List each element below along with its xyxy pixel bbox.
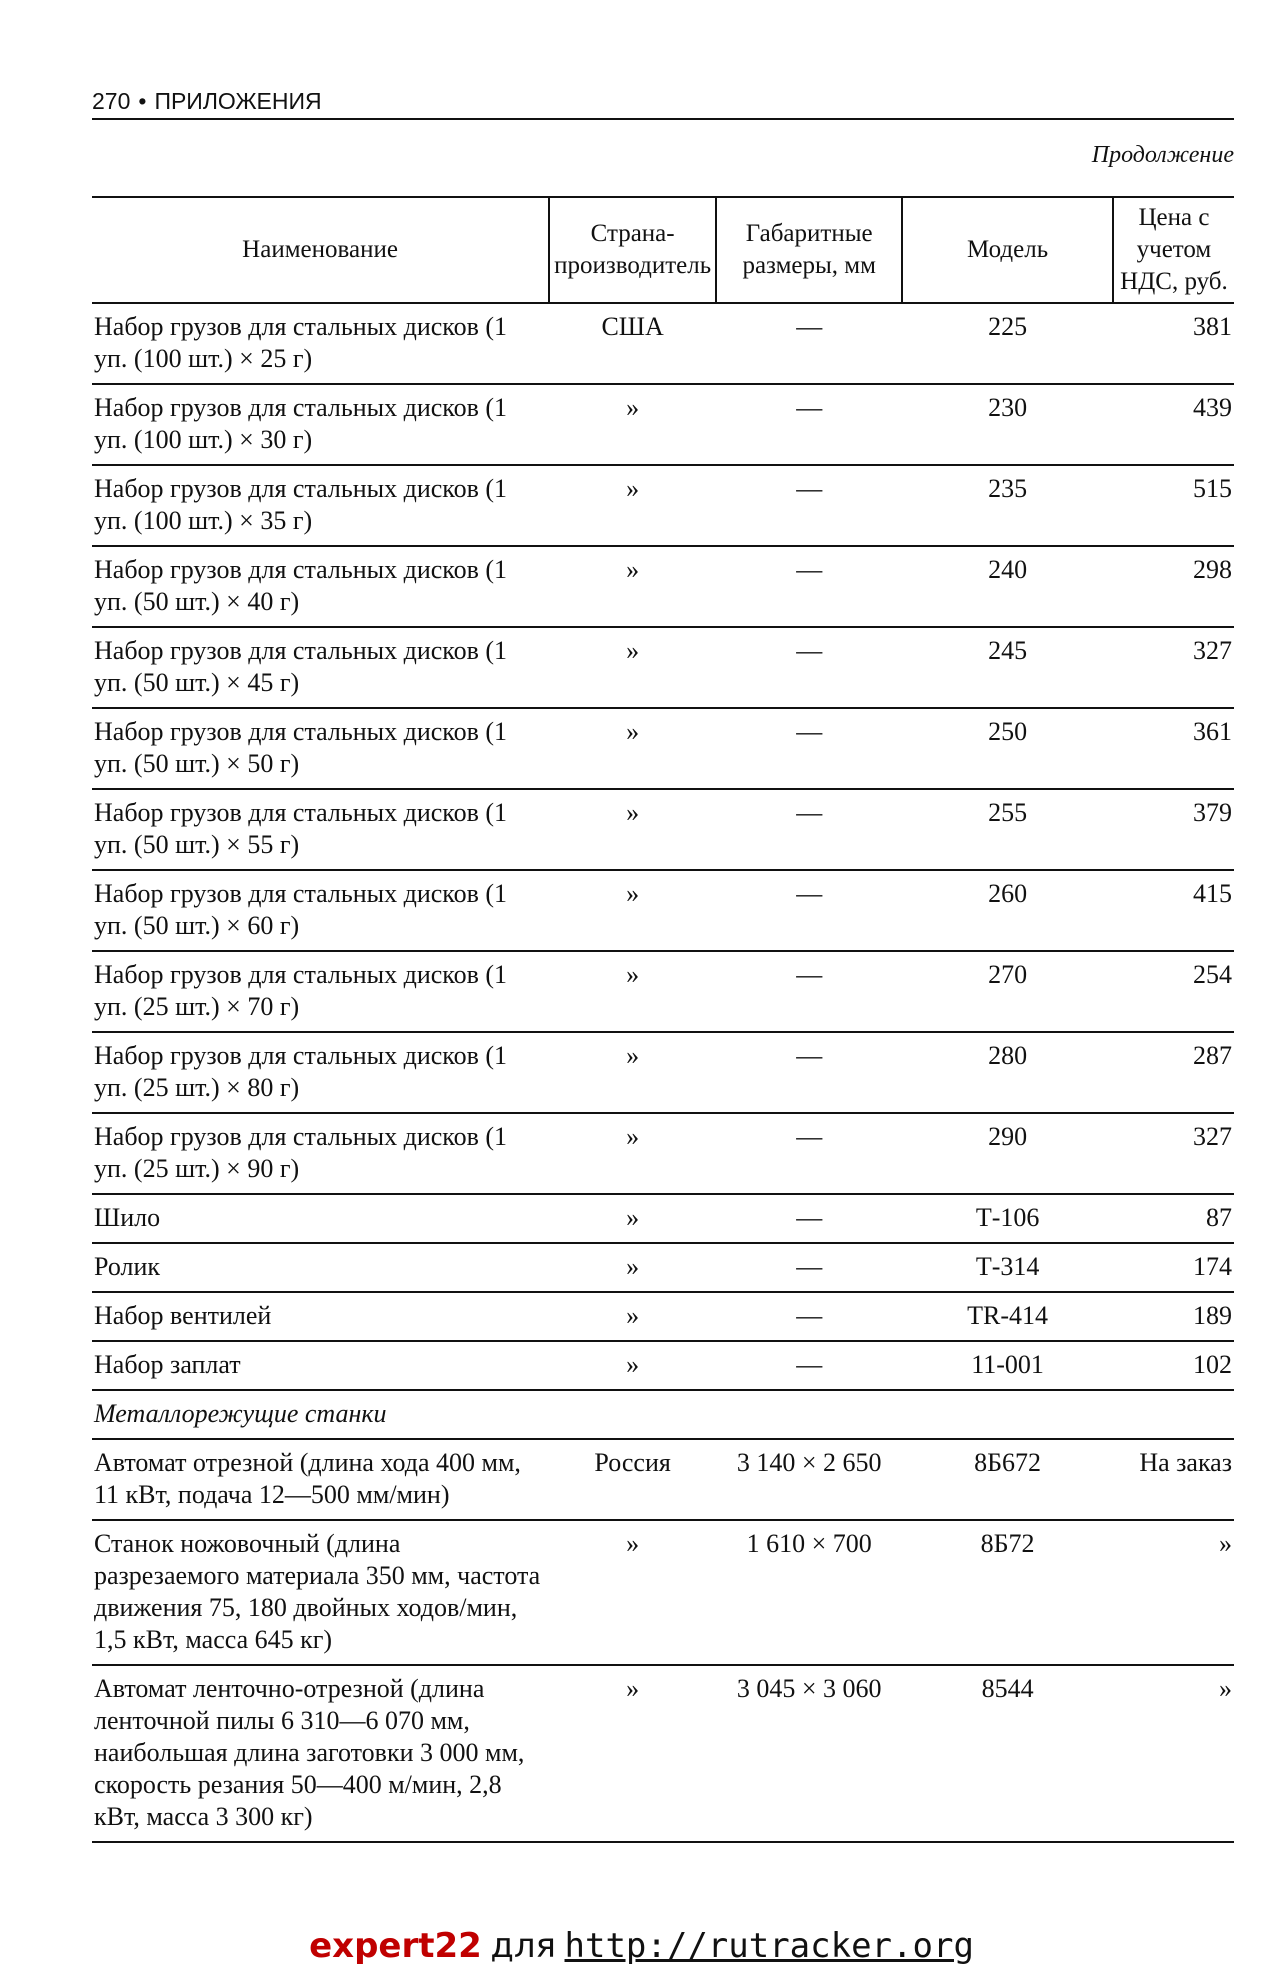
column-header-country: Страна-производитель: [549, 197, 716, 303]
column-header-model: Модель: [902, 197, 1113, 303]
cell-country: »: [549, 1194, 716, 1243]
cell-name: Автомат отрезной (длина хода 400 мм, 11 кВт, подача 12—500 мм/мин): [92, 1439, 549, 1520]
cell-model: 230: [902, 384, 1113, 465]
cell-dimensions: —: [716, 1243, 902, 1292]
cell-price: 254: [1113, 951, 1234, 1032]
table-row: [92, 789, 1234, 870]
bullet-separator: •: [138, 88, 147, 114]
table-row: [92, 303, 1234, 384]
cell-price: 327: [1113, 627, 1234, 708]
cell-name: Набор вентилей: [92, 1292, 549, 1341]
section-heading: Металлорежущие станки: [92, 1390, 1234, 1439]
cell-name: Автомат ленточно-отрезной (длина ленточной пилы 6 310—6 070 мм, наибольшая длина заготовки 3 000 мм, скорость резания 50—400 м/мин, 2,8 кВт, масса 3 300 кг): [92, 1665, 549, 1842]
section-row: [92, 1390, 1234, 1439]
cell-country: »: [549, 384, 716, 465]
cell-price: 415: [1113, 870, 1234, 951]
table-row: [92, 627, 1234, 708]
cell-price: 381: [1113, 303, 1234, 384]
cell-dimensions: —: [716, 1032, 902, 1113]
cell-dimensions: 1 610 × 700: [716, 1520, 902, 1665]
table-row: [92, 1243, 1234, 1292]
cell-country: »: [549, 789, 716, 870]
table-row: [92, 1665, 1234, 1842]
cell-dimensions: —: [716, 546, 902, 627]
cell-model: 255: [902, 789, 1113, 870]
page-number: 270: [92, 88, 131, 114]
cell-name: Станок ножовочный (длина разрезаемого материала 350 мм, частота движения 75, 180 двойных ходов/мин, 1,5 кВт, масса 645 кг): [92, 1520, 549, 1665]
cell-name: Набор грузов для стальных дисков (1 уп. (50 шт.) × 60 г): [92, 870, 549, 951]
continuation-label: Продолжение: [1091, 142, 1234, 168]
running-head: [92, 88, 1234, 115]
cell-dimensions: —: [716, 870, 902, 951]
cell-country: »: [549, 627, 716, 708]
column-header-price: Цена с учетом НДС, руб.: [1113, 197, 1234, 303]
cell-price: 87: [1113, 1194, 1234, 1243]
cell-dimensions: —: [716, 1341, 902, 1390]
table-row: [92, 1341, 1234, 1390]
cell-price: 298: [1113, 546, 1234, 627]
cell-model: 245: [902, 627, 1113, 708]
footer-author: expert22: [309, 1926, 482, 1966]
cell-price: 379: [1113, 789, 1234, 870]
cell-country: »: [549, 870, 716, 951]
cell-name: Набор грузов для стальных дисков (1 уп. (25 шт.) × 70 г): [92, 951, 549, 1032]
cell-model: 8544: [902, 1665, 1113, 1842]
price-table: [92, 196, 1234, 1843]
table-row: [92, 1520, 1234, 1665]
cell-country: »: [549, 708, 716, 789]
footer-middle-text: для: [490, 1926, 557, 1966]
table-row: [92, 384, 1234, 465]
section-title: ПРИЛОЖЕНИЯ: [154, 88, 322, 114]
cell-dimensions: —: [716, 951, 902, 1032]
cell-dimensions: —: [716, 465, 902, 546]
table-row: [92, 546, 1234, 627]
cell-dimensions: —: [716, 789, 902, 870]
table-row: [92, 951, 1234, 1032]
cell-country: »: [549, 1113, 716, 1194]
cell-country: »: [549, 951, 716, 1032]
cell-country: Россия: [549, 1439, 716, 1520]
cell-country: »: [549, 1292, 716, 1341]
table-row: [92, 1439, 1234, 1520]
cell-name: Набор грузов для стальных дисков (1 уп. (50 шт.) × 55 г): [92, 789, 549, 870]
cell-country: »: [549, 1665, 716, 1842]
cell-price: 102: [1113, 1341, 1234, 1390]
cell-dimensions: —: [716, 384, 902, 465]
cell-model: 225: [902, 303, 1113, 384]
cell-price: 361: [1113, 708, 1234, 789]
cell-name: Набор грузов для стальных дисков (1 уп. (25 шт.) × 90 г): [92, 1113, 549, 1194]
cell-name: Набор грузов для стальных дисков (1 уп. (50 шт.) × 40 г): [92, 546, 549, 627]
cell-price: 439: [1113, 384, 1234, 465]
table-row: [92, 1194, 1234, 1243]
cell-dimensions: —: [716, 708, 902, 789]
cell-model: 290: [902, 1113, 1113, 1194]
cell-country: »: [549, 1341, 716, 1390]
cell-price: »: [1113, 1665, 1234, 1842]
table-header-row: [92, 197, 1234, 303]
table-row: [92, 870, 1234, 951]
cell-name: Набор грузов для стальных дисков (1 уп. (100 шт.) × 30 г): [92, 384, 549, 465]
cell-name: Ролик: [92, 1243, 549, 1292]
cell-country: »: [549, 1032, 716, 1113]
footer-link[interactable]: http://rutracker.org: [564, 1926, 974, 1966]
cell-model: 240: [902, 546, 1113, 627]
column-header-name: Наименование: [92, 197, 549, 303]
cell-country: »: [549, 546, 716, 627]
cell-dimensions: —: [716, 627, 902, 708]
table-row: [92, 465, 1234, 546]
cell-model: 11-001: [902, 1341, 1113, 1390]
column-header-dimensions: Габаритные размеры, мм: [716, 197, 902, 303]
cell-name: Набор грузов для стальных дисков (1 уп. (25 шт.) × 80 г): [92, 1032, 549, 1113]
cell-name: Набор грузов для стальных дисков (1 уп. (50 шт.) × 50 г): [92, 708, 549, 789]
cell-country: »: [549, 1243, 716, 1292]
table-row: [92, 1032, 1234, 1113]
cell-dimensions: —: [716, 1292, 902, 1341]
cell-price: 327: [1113, 1113, 1234, 1194]
cell-price: 189: [1113, 1292, 1234, 1341]
watermark-footer: [0, 1926, 1283, 1966]
cell-country: »: [549, 465, 716, 546]
cell-model: 250: [902, 708, 1113, 789]
header-rule: [92, 118, 1234, 120]
cell-model: Т-314: [902, 1243, 1113, 1292]
cell-dimensions: —: [716, 1194, 902, 1243]
cell-model: 235: [902, 465, 1113, 546]
cell-model: 8Б72: [902, 1520, 1113, 1665]
cell-name: Набор грузов для стальных дисков (1 уп. (100 шт.) × 25 г): [92, 303, 549, 384]
cell-price: »: [1113, 1520, 1234, 1665]
cell-model: 280: [902, 1032, 1113, 1113]
cell-model: Т-106: [902, 1194, 1113, 1243]
cell-price: 515: [1113, 465, 1234, 546]
table-row: [92, 1292, 1234, 1341]
cell-name: Набор грузов для стальных дисков (1 уп. (100 шт.) × 35 г): [92, 465, 549, 546]
table-row: [92, 708, 1234, 789]
cell-price: 287: [1113, 1032, 1234, 1113]
cell-model: 8Б672: [902, 1439, 1113, 1520]
cell-model: 270: [902, 951, 1113, 1032]
cell-name: Набор грузов для стальных дисков (1 уп. (50 шт.) × 45 г): [92, 627, 549, 708]
cell-name: Шило: [92, 1194, 549, 1243]
cell-dimensions: —: [716, 303, 902, 384]
cell-price: На заказ: [1113, 1439, 1234, 1520]
cell-country: »: [549, 1520, 716, 1665]
cell-model: TR-414: [902, 1292, 1113, 1341]
cell-dimensions: 3 045 × 3 060: [716, 1665, 902, 1842]
cell-country: США: [549, 303, 716, 384]
cell-dimensions: 3 140 × 2 650: [716, 1439, 902, 1520]
cell-dimensions: —: [716, 1113, 902, 1194]
cell-model: 260: [902, 870, 1113, 951]
table-row: [92, 1113, 1234, 1194]
cell-name: Набор заплат: [92, 1341, 549, 1390]
cell-price: 174: [1113, 1243, 1234, 1292]
